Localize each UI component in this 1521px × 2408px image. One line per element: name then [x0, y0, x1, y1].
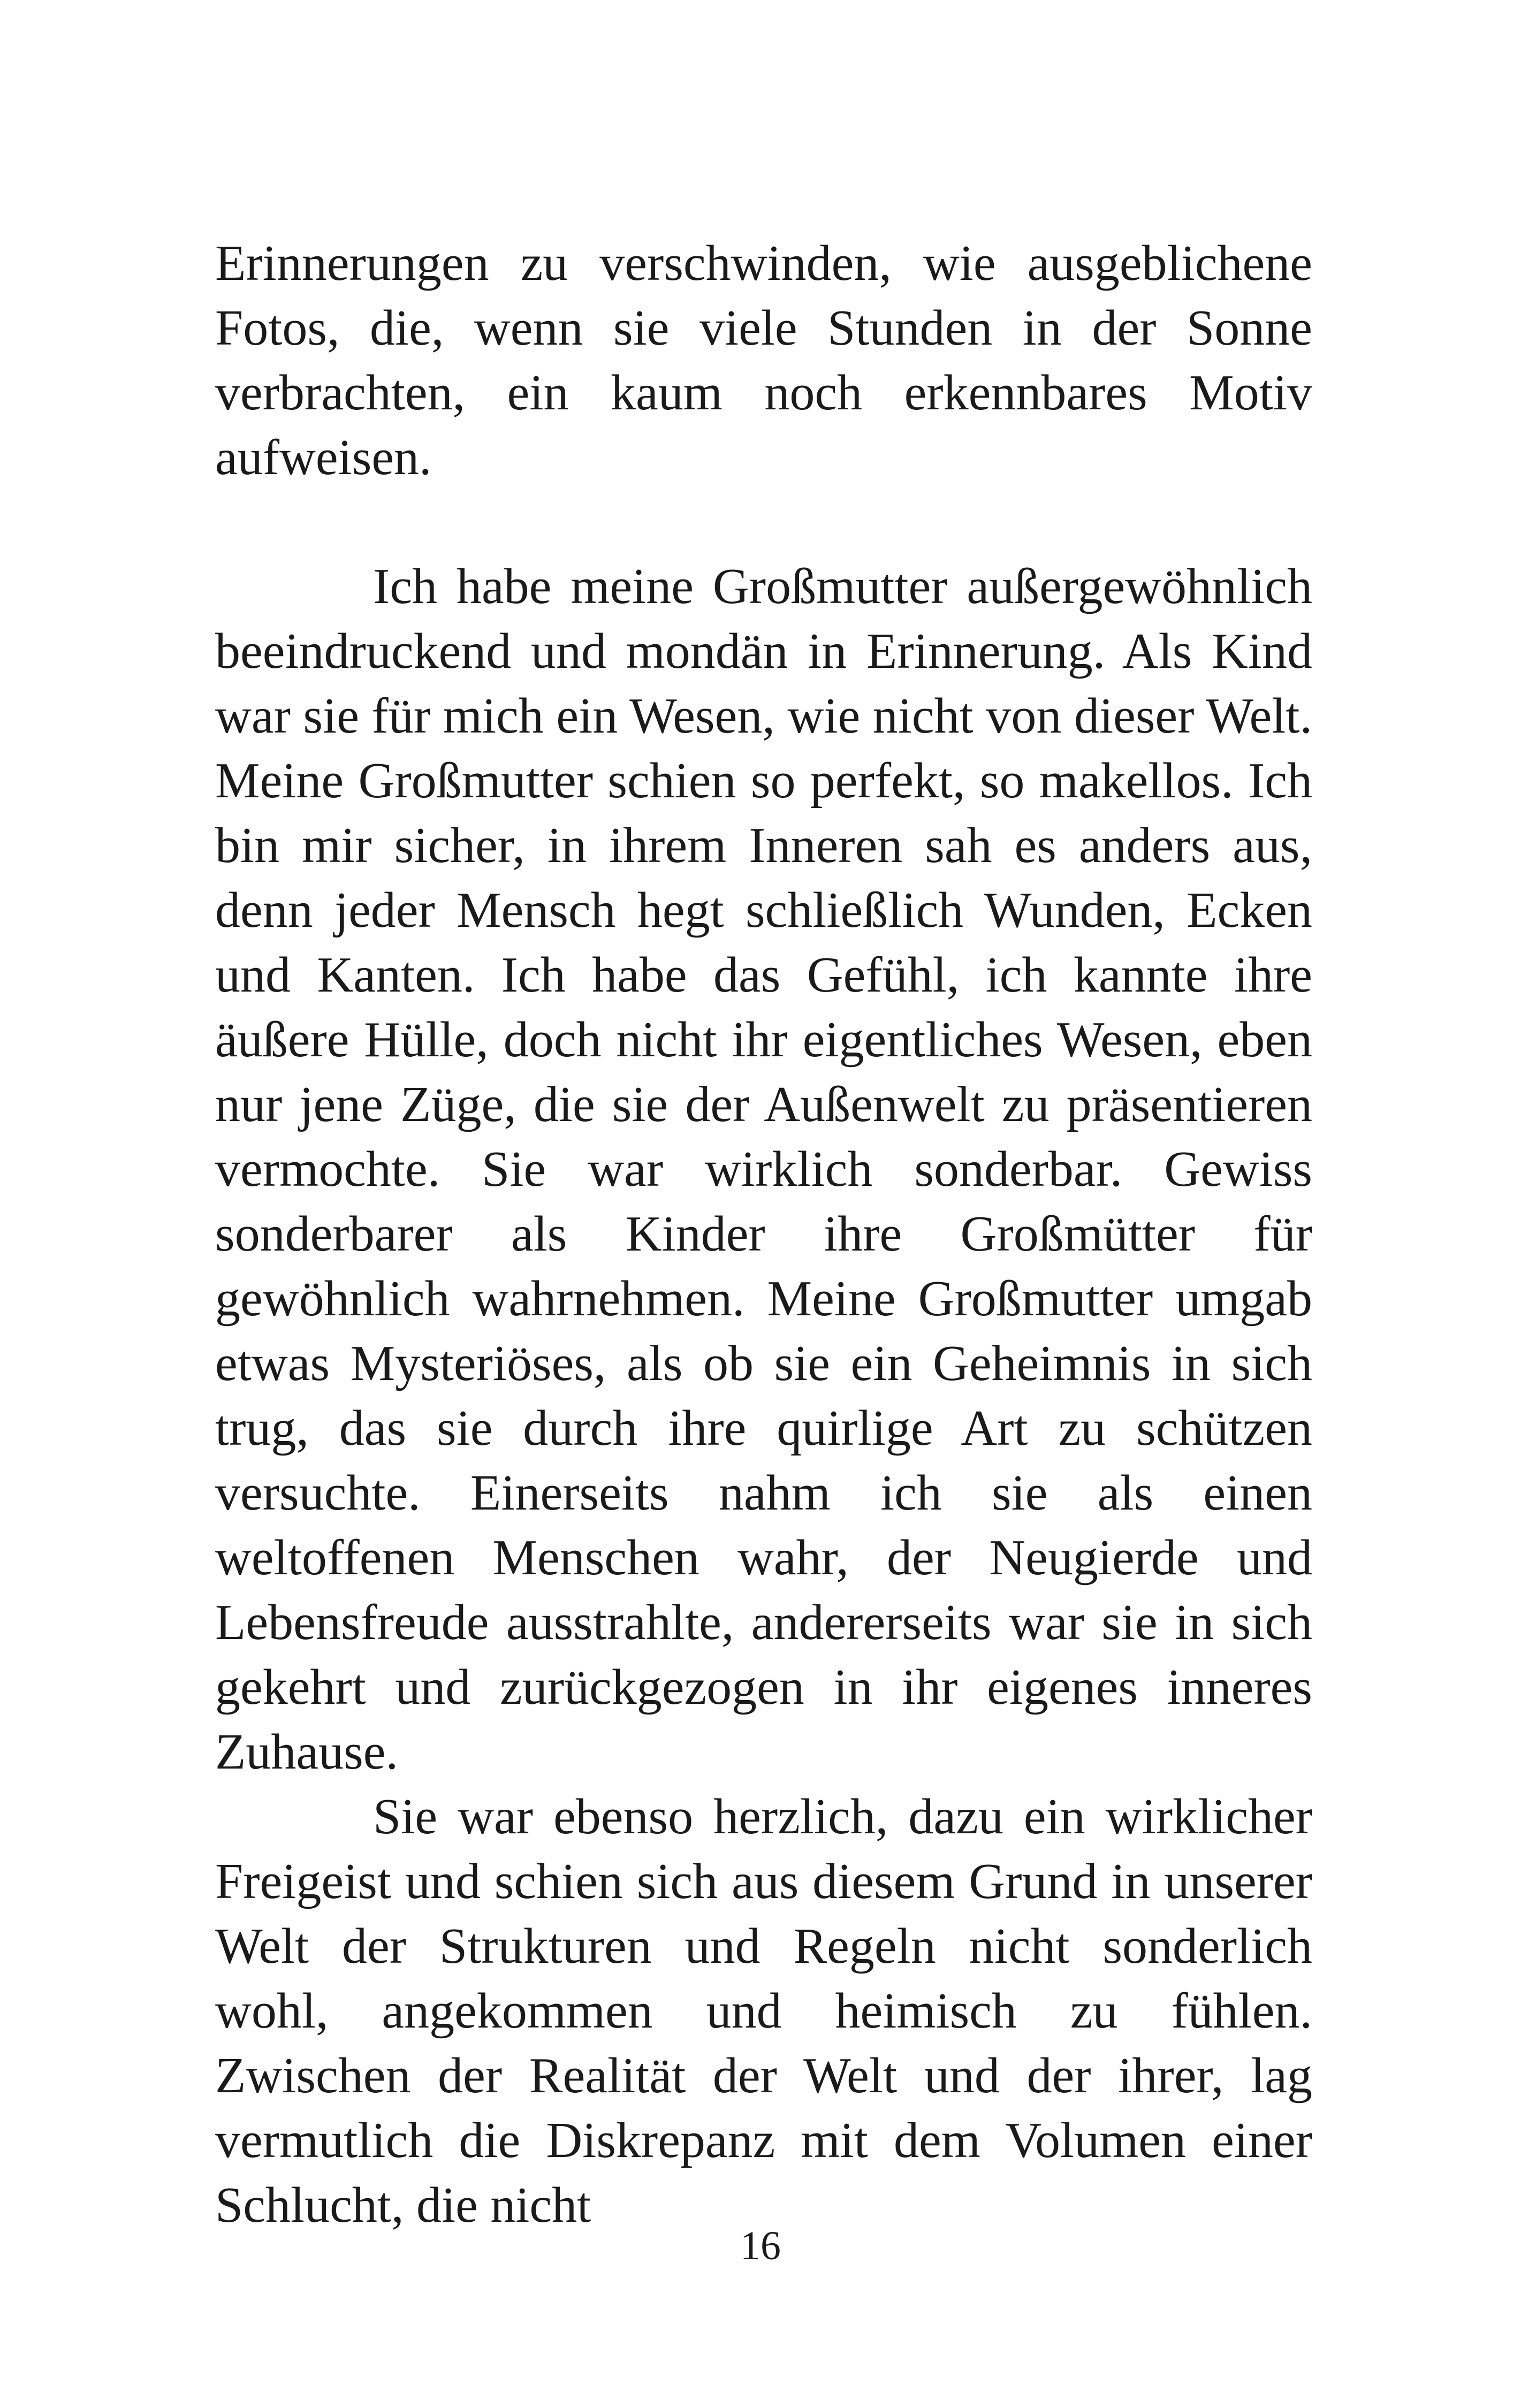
paragraph-freigeist: Sie war ebenso herzlich, dazu ein wirklicher Freigeist und schien sich aus diesem Grund in unserer Welt der Strukturen und Regeln nicht sonderlich wohl, angekommen und heimisch zu fühlen. Zwischen der Realität der Welt und der ihrer, lag vermutlich die Diskrepanz mit dem Volumen einer Schlucht, die nicht	[215, 1789, 1312, 2233]
paragraph-gap	[215, 490, 1312, 554]
page-number: 16	[740, 2223, 781, 2268]
body-text	[215, 231, 1312, 2238]
paragraph-grandmother-memory: Ich habe meine Großmutter außergewöhnlich beeindruckend und mondän in Erinnerung. Als Kind war sie für mich ein Wesen, wie nicht von dieser Welt. Meine Großmutter schien so perfekt, so makellos. Ich bin mir sicher, in ihrem Inneren sah es anders aus, denn jeder Mensch hegt schließlich Wunden, Ecken und Kanten. Ich habe das Gefühl, ich kannte ihre äußere Hülle, doch nicht ihr eigentliches Wesen, eben nur jene Züge, die sie der Außenwelt zu präsentieren vermochte. Sie war wirklich sonderbar. Gewiss sonderbarer als Kinder ihre Großmütter für gewöhnlich wahrnehmen. Meine Großmutter umgab etwas Mysteriöses, als ob sie ein Geheimnis in sich trug, das sie durch ihre quirlige Art zu schützen versuchte. Einerseits nahm ich sie als einen weltoffenen Menschen wahr, der Neugierde und Lebensfreude ausstrahlte, andererseits war sie in sich gekehrt und zurückgezogen in ihr eigenes inneres Zuhause.	[215, 559, 1312, 1780]
paragraph-continuation: Erinnerungen zu verschwinden, wie ausgeblichene Fotos, die, wenn sie viele Stunden in der Sonne verbrachten, ein kaum noch erkennbares Motiv aufweisen.	[215, 235, 1312, 485]
